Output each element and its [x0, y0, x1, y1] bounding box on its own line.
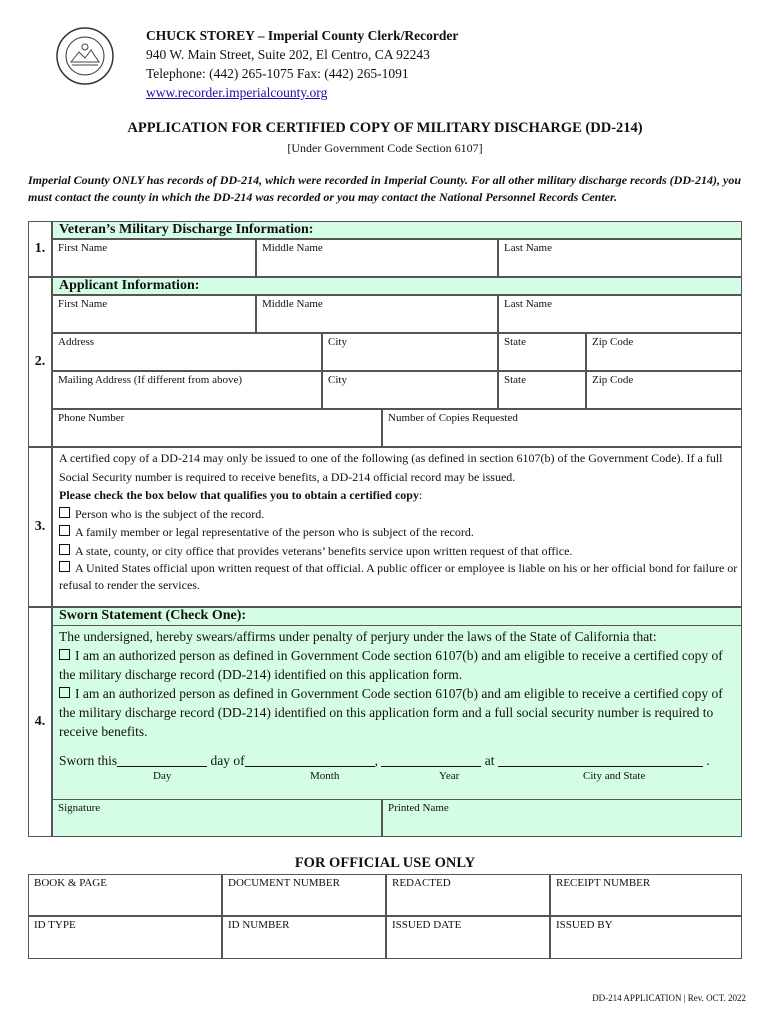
sworn-option-2: I am an authorized person as defined in Government Code section 6107(b) and am eligible to receive a certified copy of the military discharge record (DD-214) identified on this application form and a full social security number is required to receive benefits. [59, 686, 723, 739]
sworn-option-2-checkbox[interactable] [59, 687, 70, 698]
state-field[interactable] [498, 333, 586, 371]
eligibility-option-4: A United States official upon written request of that official. A public officer or employee is liable on his or her official bond for failure or refusal to render the services. [59, 561, 738, 592]
veteran-last-name-field[interactable] [498, 239, 742, 277]
city-label: City [328, 336, 347, 348]
section-1-number: 1. [28, 221, 52, 277]
veteran-middle-name-field[interactable] [256, 239, 498, 277]
day-of-label: day of [210, 753, 245, 768]
intro-notice: Imperial County ONLY has records of DD-214, which were recorded in Imperial County. For all other military discharge records (DD-214), you must contact the county in which the DD-214 was recorded or you may contact the National Personnel Records Center. [28, 173, 742, 204]
office-phone: Telephone: (442) 265-1075 Fax: (442) 265-1091 [146, 66, 409, 81]
id-number-field: ID NUMBER [222, 916, 386, 959]
mailing-zip-field[interactable] [586, 371, 742, 409]
section-1-heading: Veteran’s Military Discharge Information: [52, 221, 742, 239]
state-label: State [504, 336, 526, 348]
eligibility-option-3: A state, county, or city office that provides veterans’ benefits service upon written request of that office. [59, 542, 739, 561]
issued-by-field: ISSUED BY [550, 916, 742, 959]
eligibility-instruction: Please check the box below that qualifies you to obtain a certified copy: [59, 488, 423, 502]
sworn-city-state-input[interactable] [498, 753, 703, 767]
mailing-city-label: City [328, 374, 347, 386]
applicant-middle-name-label: Middle Name [262, 298, 323, 310]
sworn-this-label: Sworn this [59, 753, 118, 768]
section-3-number: 3. [28, 447, 52, 607]
veteran-first-name-field[interactable] [52, 239, 256, 277]
phone-number-label: Phone Number [58, 412, 125, 424]
sworn-statement-content [59, 627, 739, 741]
document-number-field: DOCUMENT NUMBER [222, 874, 386, 916]
mailing-zip-label: Zip Code [592, 374, 634, 386]
at-label: at [484, 753, 495, 768]
form-footer: DD-214 APPLICATION | Rev. OCT. 2022 [592, 993, 746, 1003]
office-address: 940 W. Main Street, Suite 202, El Centro, CA 92243 [146, 47, 430, 62]
mailing-address-field[interactable] [52, 371, 322, 409]
mailing-state-label: State [504, 374, 526, 386]
veteran-first-name-label: First Name [58, 242, 108, 254]
office-header [146, 26, 458, 102]
copies-requested-field[interactable] [382, 409, 742, 447]
option-3-checkbox[interactable] [59, 544, 70, 555]
receipt-number-field: RECEIPT NUMBER [550, 874, 742, 916]
mailing-address-label: Mailing Address (If different from above) [58, 374, 242, 386]
zip-field[interactable] [586, 333, 742, 371]
printed-name-label: Printed Name [388, 802, 449, 814]
form-title: APPLICATION FOR CERTIFIED COPY OF MILITARY DISCHARGE (DD-214) [127, 120, 643, 136]
address-field[interactable] [52, 333, 322, 371]
issued-date-field: ISSUED DATE [386, 916, 550, 959]
signature-label: Signature [58, 802, 101, 814]
month-label: Month [310, 770, 340, 782]
option-4-checkbox[interactable] [59, 561, 70, 572]
applicant-first-name-field[interactable] [52, 295, 256, 333]
clerk-name: CHUCK STOREY – Imperial County Clerk/Recorder [146, 28, 459, 43]
veteran-last-name-label: Last Name [504, 242, 552, 254]
applicant-last-name-label: Last Name [504, 298, 552, 310]
id-type-field: ID TYPE [28, 916, 222, 959]
mailing-city-field[interactable] [322, 371, 498, 409]
signature-field[interactable] [52, 799, 382, 837]
option-1-checkbox[interactable] [59, 507, 70, 518]
office-website-link[interactable]: www.recorder.imperialcounty.org [146, 85, 328, 100]
eligibility-paragraph: A certified copy of a DD-214 may only be issued to one of the following (as defined in section 6107(b) of the Government Code). If a full Social Security number is required to receive benefits, a DD-214 official record may be issued. [59, 451, 723, 484]
mailing-state-field[interactable] [498, 371, 586, 409]
year-label: Year [439, 770, 460, 782]
applicant-middle-name-field[interactable] [256, 295, 498, 333]
address-label: Address [58, 336, 95, 348]
section-4-number: 4. [28, 607, 52, 837]
sworn-month-input[interactable] [245, 753, 375, 767]
book-page-field: BOOK & PAGE [28, 874, 222, 916]
copies-requested-label: Number of Copies Requested [388, 412, 518, 424]
option-2-checkbox[interactable] [59, 525, 70, 536]
applicant-last-name-field[interactable] [498, 295, 742, 333]
sworn-option-1: I am an authorized person as defined in Government Code section 6107(b) and am eligible to receive a certified copy of the military discharge record (DD-214) identified on this application form. [59, 648, 723, 682]
sworn-option-1-checkbox[interactable] [59, 649, 70, 660]
sworn-statement-text: The undersigned, hereby swears/affirms under penalty of perjury under the laws of the State of California that: [59, 629, 657, 644]
eligibility-option-1: Person who is the subject of the record. [59, 505, 739, 524]
city-state-label: City and State [583, 770, 646, 782]
printed-name-field[interactable] [382, 799, 742, 837]
sworn-year-input[interactable] [381, 753, 481, 767]
section-4-heading: Sworn Statement (Check One): [52, 607, 742, 626]
applicant-first-name-label: First Name [58, 298, 108, 310]
section-3-content [59, 449, 739, 594]
city-field[interactable] [322, 333, 498, 371]
county-seal-logo [55, 26, 115, 86]
eligibility-option-2: A family member or legal representative of the person who is subject of the record. [59, 523, 739, 542]
section-2-heading: Applicant Information: [52, 277, 742, 295]
sworn-date-line: Sworn this day of , at . [59, 753, 710, 768]
form-subtitle: [Under Government Code Section 6107] [287, 141, 483, 155]
phone-number-field[interactable] [52, 409, 382, 447]
official-use-title: FOR OFFICIAL USE ONLY [294, 855, 476, 871]
day-label: Day [153, 770, 172, 782]
sworn-day-input[interactable] [117, 753, 207, 767]
zip-label: Zip Code [592, 336, 634, 348]
section-2-number: 2. [28, 277, 52, 447]
redacted-field: REDACTED [386, 874, 550, 916]
veteran-middle-name-label: Middle Name [262, 242, 323, 254]
